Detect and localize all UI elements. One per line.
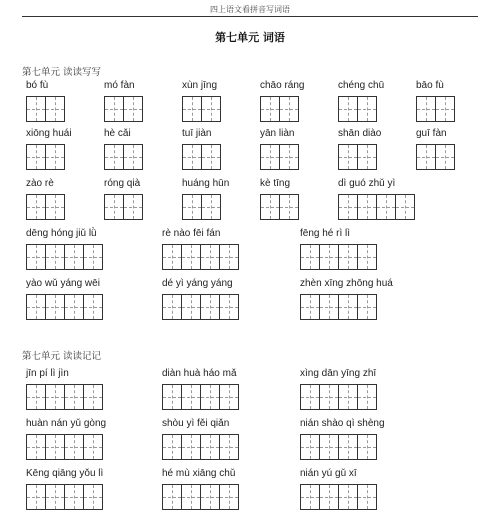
pinyin-label: shān diào — [338, 128, 382, 139]
writing-cell[interactable] — [219, 244, 239, 270]
writing-cell[interactable] — [219, 384, 239, 410]
writing-cell[interactable] — [435, 144, 455, 170]
page-title: 第七单元 词语 — [215, 31, 285, 44]
writing-cell[interactable] — [376, 194, 396, 220]
pinyin-label: chāo ráng — [260, 80, 305, 91]
writing-grid[interactable] — [162, 384, 239, 410]
writing-cell[interactable] — [83, 434, 103, 460]
pinyin-label: chéng chū — [338, 80, 385, 91]
writing-grid[interactable] — [260, 96, 299, 122]
writing-grid[interactable] — [162, 294, 239, 320]
writing-cell[interactable] — [300, 434, 320, 460]
writing-cell[interactable] — [83, 484, 103, 510]
writing-cell[interactable] — [162, 244, 182, 270]
writing-grid[interactable] — [338, 194, 415, 220]
pinyin-label: mó fàn — [104, 80, 135, 91]
pinyin-label: bāo fù — [416, 80, 444, 91]
pinyin-label: huàn nán yǔ gòng — [26, 418, 107, 429]
writing-cell[interactable] — [162, 434, 182, 460]
writing-grid[interactable] — [300, 294, 377, 320]
writing-cell[interactable] — [182, 144, 202, 170]
writing-cell[interactable] — [416, 96, 436, 122]
pinyin-label: diàn huà háo mǎ — [162, 368, 237, 379]
writing-grid[interactable] — [338, 144, 377, 170]
writing-cell[interactable] — [181, 434, 201, 460]
writing-cell[interactable] — [45, 434, 65, 460]
writing-grid[interactable] — [182, 144, 221, 170]
pinyin-label: yān liàn — [260, 128, 295, 139]
writing-grid[interactable] — [26, 294, 103, 320]
writing-cell[interactable] — [200, 294, 220, 320]
writing-cell[interactable] — [64, 384, 84, 410]
pinyin-label: kè tīng — [260, 178, 291, 189]
writing-grid[interactable] — [182, 96, 221, 122]
writing-cell[interactable] — [338, 96, 358, 122]
writing-cell[interactable] — [260, 96, 280, 122]
writing-cell[interactable] — [45, 484, 65, 510]
writing-cell[interactable] — [319, 244, 339, 270]
writing-cell[interactable] — [26, 194, 46, 220]
writing-cell[interactable] — [123, 144, 143, 170]
writing-grid[interactable] — [260, 144, 299, 170]
writing-cell[interactable] — [300, 484, 320, 510]
writing-cell[interactable] — [200, 244, 220, 270]
writing-cell[interactable] — [279, 96, 299, 122]
writing-cell[interactable] — [26, 144, 46, 170]
pinyin-label: xìng dān yīng zhī — [300, 368, 377, 379]
writing-cell[interactable] — [182, 194, 202, 220]
writing-cell[interactable] — [219, 294, 239, 320]
writing-cell[interactable] — [64, 294, 84, 320]
writing-grid[interactable] — [104, 96, 143, 122]
writing-cell[interactable] — [357, 384, 377, 410]
pinyin-label: nián shào qì shèng — [300, 418, 385, 429]
writing-cell[interactable] — [300, 244, 320, 270]
writing-grid[interactable] — [416, 144, 455, 170]
writing-cell[interactable] — [319, 434, 339, 460]
writing-cell[interactable] — [64, 434, 84, 460]
writing-cell[interactable] — [338, 484, 358, 510]
writing-grid[interactable] — [104, 144, 143, 170]
writing-cell[interactable] — [200, 384, 220, 410]
pinyin-label: bó fù — [26, 80, 49, 91]
pinyin-label: dēng hóng jiǔ lǜ — [26, 228, 97, 239]
writing-cell[interactable] — [338, 434, 358, 460]
writing-cell[interactable] — [64, 244, 84, 270]
writing-cell[interactable] — [435, 96, 455, 122]
writing-grid[interactable] — [300, 434, 377, 460]
writing-grid[interactable] — [26, 194, 65, 220]
pinyin-label: jīn pí lì jìn — [26, 368, 69, 379]
writing-cell[interactable] — [319, 294, 339, 320]
writing-cell[interactable] — [45, 384, 65, 410]
writing-cell[interactable] — [201, 194, 221, 220]
writing-cell[interactable] — [201, 144, 221, 170]
pinyin-label: hè cǎi — [104, 128, 131, 139]
pinyin-label: Kēng qiāng yǒu lì — [26, 468, 104, 479]
pinyin-label: tuī jiàn — [182, 128, 212, 139]
writing-cell[interactable] — [200, 484, 220, 510]
writing-grid[interactable] — [26, 96, 65, 122]
writing-grid[interactable] — [26, 484, 103, 510]
writing-cell[interactable] — [181, 294, 201, 320]
writing-cell[interactable] — [162, 484, 182, 510]
pinyin-label: xiōng huái — [26, 128, 72, 139]
writing-cell[interactable] — [357, 144, 377, 170]
pinyin-label: róng qià — [104, 178, 141, 189]
writing-cell[interactable] — [162, 384, 182, 410]
writing-cell[interactable] — [26, 434, 46, 460]
writing-cell[interactable] — [45, 96, 65, 122]
writing-cell[interactable] — [83, 384, 103, 410]
writing-grid[interactable] — [162, 434, 239, 460]
writing-cell[interactable] — [123, 96, 143, 122]
pinyin-label: dì guó zhǔ yì — [338, 178, 396, 189]
writing-cell[interactable] — [45, 244, 65, 270]
pinyin-label: nián yú gǔ xī — [300, 468, 357, 479]
writing-cell[interactable] — [300, 384, 320, 410]
writing-cell[interactable] — [338, 194, 358, 220]
writing-cell[interactable] — [201, 96, 221, 122]
writing-cell[interactable] — [357, 194, 377, 220]
writing-cell[interactable] — [26, 96, 46, 122]
writing-grid[interactable] — [338, 96, 377, 122]
pinyin-label: zhèn xīng zhōng huá — [300, 278, 393, 289]
writing-cell[interactable] — [395, 194, 415, 220]
pinyin-label: xùn jīng — [182, 80, 218, 91]
writing-cell[interactable] — [162, 294, 182, 320]
writing-cell[interactable] — [181, 244, 201, 270]
writing-grid[interactable] — [26, 384, 103, 410]
writing-cell[interactable] — [300, 294, 320, 320]
writing-cell[interactable] — [338, 294, 358, 320]
writing-cell[interactable] — [319, 384, 339, 410]
writing-cell[interactable] — [26, 384, 46, 410]
writing-cell[interactable] — [123, 194, 143, 220]
pinyin-label: shòu yì fěi qiǎn — [162, 418, 230, 429]
writing-grid[interactable] — [162, 244, 239, 270]
header-text: 四上语文看拼音写词语 — [210, 5, 290, 14]
writing-grid[interactable] — [300, 384, 377, 410]
writing-grid[interactable] — [416, 96, 455, 122]
writing-cell[interactable] — [64, 484, 84, 510]
writing-cell[interactable] — [26, 244, 46, 270]
writing-cell[interactable] — [26, 484, 46, 510]
writing-cell[interactable] — [181, 384, 201, 410]
writing-cell[interactable] — [260, 194, 280, 220]
writing-cell[interactable] — [338, 144, 358, 170]
writing-grid[interactable] — [300, 244, 377, 270]
pinyin-label: rè nào fēi fán — [162, 228, 221, 239]
writing-cell[interactable] — [83, 294, 103, 320]
writing-cell[interactable] — [104, 194, 124, 220]
writing-cell[interactable] — [45, 194, 65, 220]
writing-cell[interactable] — [357, 434, 377, 460]
pinyin-label: huáng hūn — [182, 178, 230, 189]
pinyin-label: fēng hé rì lì — [300, 228, 351, 239]
writing-grid[interactable] — [162, 484, 239, 510]
section-heading-read-remember: 第七单元 读读记记 — [22, 351, 102, 362]
writing-grid[interactable] — [104, 194, 143, 220]
writing-cell[interactable] — [357, 96, 377, 122]
writing-cell[interactable] — [83, 244, 103, 270]
writing-grid[interactable] — [260, 194, 299, 220]
writing-cell[interactable] — [182, 96, 202, 122]
writing-grid[interactable] — [26, 144, 65, 170]
writing-cell[interactable] — [357, 484, 377, 510]
pinyin-label: guī fàn — [416, 128, 447, 139]
writing-cell[interactable] — [416, 144, 436, 170]
pinyin-label: zào rè — [26, 178, 54, 189]
header-divider — [22, 16, 478, 17]
writing-cell[interactable] — [45, 294, 65, 320]
writing-cell[interactable] — [219, 434, 239, 460]
writing-cell[interactable] — [181, 484, 201, 510]
pinyin-label: dé yì yáng yáng — [162, 278, 233, 289]
writing-grid[interactable] — [26, 434, 103, 460]
writing-cell[interactable] — [104, 144, 124, 170]
writing-cell[interactable] — [45, 144, 65, 170]
pinyin-label: yào wǔ yáng wēi — [26, 278, 100, 289]
writing-cell[interactable] — [200, 434, 220, 460]
writing-cell[interactable] — [357, 294, 377, 320]
section-heading-read-write: 第七单元 读读写写 — [22, 67, 102, 78]
writing-grid[interactable] — [300, 484, 377, 510]
writing-cell[interactable] — [357, 244, 377, 270]
writing-cell[interactable] — [319, 484, 339, 510]
writing-cell[interactable] — [26, 294, 46, 320]
pinyin-label: hé mù xiāng chǔ — [162, 468, 236, 479]
writing-cell[interactable] — [219, 484, 239, 510]
writing-cell[interactable] — [279, 194, 299, 220]
writing-cell[interactable] — [338, 384, 358, 410]
writing-cell[interactable] — [279, 144, 299, 170]
writing-cell[interactable] — [104, 96, 124, 122]
writing-grid[interactable] — [26, 244, 103, 270]
writing-cell[interactable] — [260, 144, 280, 170]
writing-grid[interactable] — [182, 194, 221, 220]
writing-cell[interactable] — [338, 244, 358, 270]
